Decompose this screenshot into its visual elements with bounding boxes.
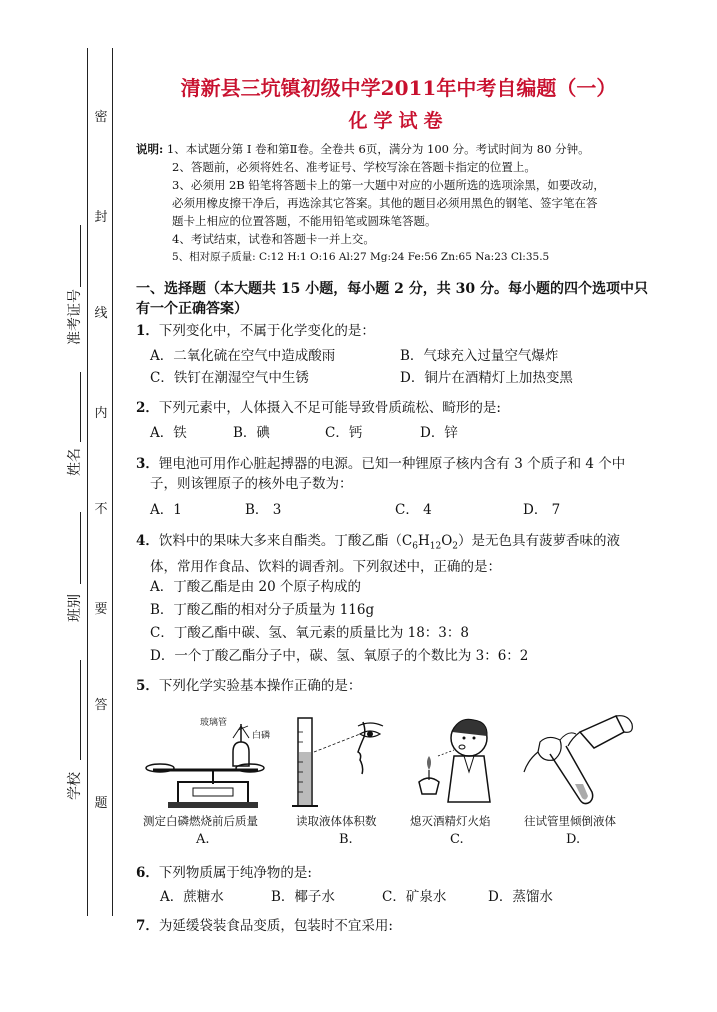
option-b: B．气球充入过量空气爆炸 — [400, 348, 559, 364]
question-text: 体，常用作食品、饮料的调香剂。下列叙述中，正确的是： — [150, 558, 501, 575]
school-line — [80, 660, 81, 760]
instructions — [136, 140, 656, 266]
question-1 — [136, 321, 656, 341]
seal-char: 要 — [94, 602, 108, 617]
seal-char: 密 — [94, 110, 108, 125]
option-d: D． 7 — [523, 502, 561, 518]
figure-b-letter: B. — [339, 832, 353, 847]
school-label: 学校 — [67, 772, 83, 800]
option-d: D．铜片在酒精灯上加热变黑 — [400, 370, 573, 386]
figure-d-caption: 往试管里倾倒液体 — [524, 814, 616, 828]
white-phosphorus-label: 白磷 — [252, 731, 271, 741]
exam-number-line — [80, 225, 81, 287]
option-b: B． 3 — [245, 502, 282, 518]
instruction-line: 5、相对原子质量: C:12 H:1 O:16 Al:27 Mg:24 Fe:56 Zn:65 Na:23 Cl:35.5 — [172, 251, 550, 263]
name-line — [80, 372, 81, 442]
lamp-illustration — [414, 712, 504, 812]
question-5 — [136, 676, 656, 696]
figure-c-letter: C. — [450, 832, 464, 847]
question-text: 下列化学实验基本操作正确的是： — [158, 678, 362, 694]
option-a: A．丁酸乙酯是由 20 个原子构成的 — [150, 579, 362, 595]
question-number: 7． — [136, 918, 159, 934]
cylinder-illustration — [288, 712, 388, 812]
section-heading — [136, 279, 656, 319]
instruction-line: 2、答题前，必须将姓名、准考证号、学校写涂在答题卡指定的位置上。 — [172, 160, 536, 174]
instruction-line: 题卡上相应的位置答题，不能用铅笔或圆珠笔答题。 — [172, 214, 437, 228]
binding-line-outer — [87, 48, 88, 916]
option-b: B．椰子水 — [271, 889, 335, 905]
question-7 — [136, 916, 656, 936]
name-label: 姓名 — [67, 448, 83, 476]
formula-h-subscript: 12 — [429, 541, 442, 552]
exam-subtitle: 化学试卷 — [348, 110, 449, 132]
class-label: 班别 — [67, 594, 83, 622]
option-c: C．铁钉在潮湿空气中生锈 — [150, 370, 309, 386]
exam-title: 清新县三坑镇初级中学2011年中考自编题（一） — [180, 76, 617, 100]
figure-c-caption: 熄灭酒精灯火焰 — [410, 814, 491, 828]
section-heading-line: 一、选择题（本大题共 15 小题，每小题 2 分，共 30 分。每小题的四个选项中只 — [136, 281, 648, 297]
figure-a-caption: 测定白磷燃烧前后质量 — [143, 814, 258, 828]
question-6 — [136, 863, 656, 883]
option-c: C．钙 — [325, 425, 363, 441]
seal-char: 答 — [94, 698, 108, 713]
question-text: 子，则该锂原子的核外电子数为： — [150, 476, 353, 492]
seal-char: 内 — [94, 406, 108, 421]
option-a: A．蔗糖水 — [160, 889, 224, 905]
question-text: 为延缓袋装食品变质，包装时不宜采用: — [158, 918, 393, 934]
formula-c-subscript: 6 — [412, 541, 418, 552]
instruction-line: 必须用橡皮擦干净后，再选涂其它答案。其他的题目必须用黑色的钢笔、签字笔在答 — [172, 196, 598, 210]
option-a: A．铁 — [150, 425, 187, 441]
seal-char: 线 — [94, 306, 108, 321]
question-number: 5． — [136, 678, 159, 694]
figure-d-letter: D. — [566, 832, 581, 847]
question-text: ）是无色具有菠萝香味的液 — [458, 533, 621, 549]
option-d: D．蒸馏水 — [488, 889, 553, 905]
question-text: 锂电池可用作心脏起搏器的电源。已知一种锂原子核内含有 3 个质子和 4 个中 — [158, 456, 626, 472]
question-2 — [136, 398, 656, 418]
option-c: C． 4 — [395, 502, 432, 518]
option-b: B．碘 — [233, 425, 270, 441]
option-d: D．锌 — [420, 425, 458, 441]
option-d: D．一个丁酸乙酯分子中，碳、氢、氧原子的个数比为 3：6：2 — [150, 648, 529, 664]
formula-o-subscript: 2 — [452, 541, 459, 552]
question-text: 下列元素中，人体摄入不足可能导致骨质疏松、畸形的是: — [158, 400, 501, 416]
question-number: 4． — [136, 533, 159, 549]
question-text: 饮料中的果味大多来自酯类。丁酸乙酯（C — [158, 533, 413, 549]
section-heading-line: 有一个正确答案） — [136, 301, 248, 317]
question-number: 1． — [136, 323, 159, 339]
option-c: C．丁酸乙酯中碳、氢、氧元素的质量比为 18：3：8 — [150, 625, 469, 641]
instructions-label: 说明: — [136, 142, 164, 156]
option-b: B．丁酸乙酯的相对分子质量为 116g — [150, 602, 375, 618]
figure-a-letter: A. — [196, 832, 210, 847]
instruction-line: 4、考试结束，试卷和答题卡一并上交。 — [172, 232, 375, 246]
instruction-line: 3、必须用 2B 铅笔将答题卡上的第一大题中对应的小题所选的选项涂黑，如要改动， — [172, 178, 605, 192]
option-a: A．1 — [150, 502, 182, 518]
question-text: 下列物质属于纯净物的是: — [158, 865, 312, 881]
question-4: 4．饮料中的果味大多来自酯类。丁酸乙酯$(C_6H_{12}O_2)$是无色具有菠萝香味的液 体，常用作食品、饮料的调香剂。下列叙述中，正确的是： — [136, 531, 656, 577]
question-number: 6． — [136, 865, 159, 881]
pouring-illustration — [520, 712, 640, 812]
class-line — [80, 512, 81, 584]
instruction-line: 1、本试题分第 I 卷和第Ⅱ卷。全卷共 6页，满分为 100 分。考试时间为 80 分钟。 — [166, 142, 590, 156]
seal-char: 不 — [94, 502, 108, 517]
option-a: A．二氧化硫在空气中造成酸雨 — [150, 348, 336, 364]
question-number: 2． — [136, 400, 159, 416]
option-c: C．矿泉水 — [382, 889, 447, 905]
question-number: 3． — [136, 456, 159, 472]
question-3 — [136, 454, 656, 494]
question-text: 下列变化中，不属于化学变化的是： — [158, 323, 375, 339]
seal-char: 封 — [94, 210, 108, 225]
glass-tube-label: 玻璃管 — [200, 718, 228, 728]
seal-char: 题 — [94, 796, 108, 811]
exam-number-label: 准考证号 — [67, 289, 83, 345]
figure-b-caption: 读取液体体积数 — [296, 814, 377, 828]
binding-line-inner — [112, 48, 113, 916]
